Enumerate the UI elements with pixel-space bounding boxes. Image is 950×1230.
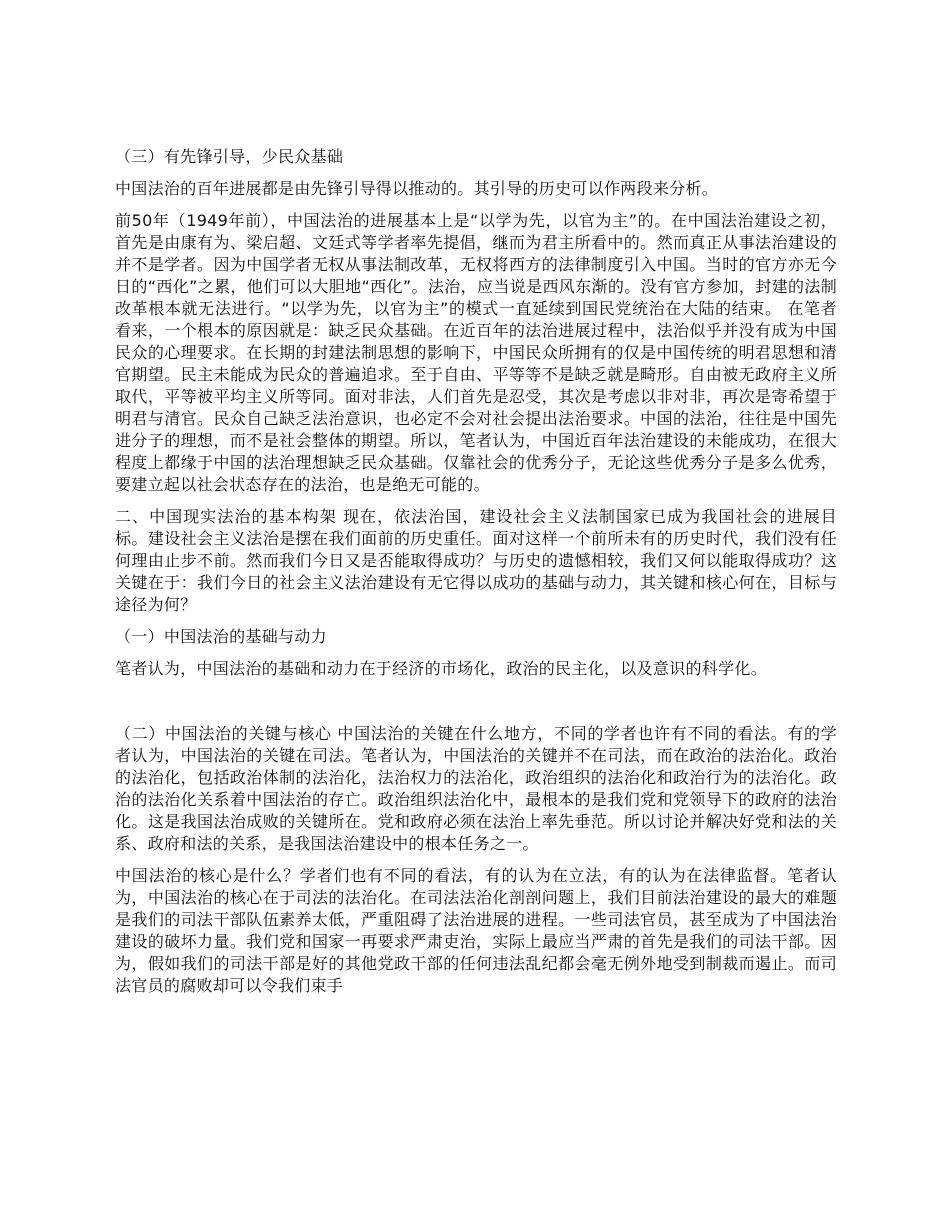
section-heading-3: （三）有先锋引导，少民众基础 [115,147,344,166]
document-page [115,146,837,1007]
paragraph-core: 中国法治的核心是什么？学者们也有不同的看法，有的认为在立法，有的认为在法律监督。笔者认为，中国法治的核心在于司法的法治化。在司法法治化剖剖问题上，我们目前法治建设的最大的难题是我们的司法干部队伍素养太低，严重阻碍了法治进展的进程。一些司法官员，甚至成为了中国法治建设的破坏力量。我们党和国家一再要求严肃吏治，实际上最应当严肃的首先是我们的司法干部。因为，假如我们的司法干部是好的其他党政干部的任何违法乱纪都会毫无例外地受到制裁而遏止。而司法官员的腐败却可以令我们束手 [115,866,837,995]
paragraph-intro: 中国法治的百年进展都是由先锋引导得以推动的。其引导的历史可以作两段来分析。 [115,179,719,198]
subsection-key-and-core: （二）中国法治的关键与核心 中国法治的关键在什么地方，不同的学者也许有不同的看法。有的学者认为，中国法治的关键在司法。笔者认为，中国法治的关键并不在司法，而在政治的法治化。政治的法治化，包括政治体制的法治化，法治权力的法治化，政治组织的法治化和政治行为的法治化。政治的法治化关系着中国法治的存亡。政治组织法治化中，最根本的是我们党和党领导下的政府的法治化。这是我国法治成败的关键所在。党和政府必须在法治上率先垂范。所以讨论并解决好党和法的关系、政府和法的关系，是我国法治建设中的根本任务之一。 [115,724,837,853]
paragraph-history: 前50年（1949年前），中国法治的进展基本上是“以学为先，以官为主”的。在中国法治建设之初，首先是由康有为、梁启超、文廷式等学者率先提倡，继而为君主所看中的。然而真正从事法治建设的并不是学者。因为中国学者无权从事法制改革，无权将西方的法律制度引入中国。当时的官方亦无今日的“西化”之累，他们可以大胆地“西化”。法治，应当说是西风东渐的。没有官方参加，封建的法制改革根本就无法进行。“以学为先，以官为主”的模式一直延续到国民党统治在大陆的结束。 在笔者看来，一个根本的原因就是：缺乏民众基础。在近百年的法治进展过程中，法治似乎并没有成为中国民众的心理要求。在长期的封建法制思想的影响下，中国民众所拥有的仅是中国传统的明君思想和清官期望。民主未能成为民众的普遍追求。至于自由、平等等不是缺乏就是畸形。自由被无政府主义所取代，平等被平均主义所等同。面对非法，人们首先是忍受，其次是考虑以非对非，再次是寄希望于明君与清官。民众自己缺乏法治意识，也必定不会对社会提出法治要求。中国的法治，往往是中国先进分子的理想，而不是社会整体的期望。所以，笔者认为，中国近百年法治建设的未能成功，在很大程度上都缘于中国的法治理想缺乏民众基础。仅靠社会的优秀分子，无论这些优秀分子是多么优秀，要建立起以社会状态存在的法治，也是绝无可能的。 [115,211,837,494]
blank-spacer [115,690,837,723]
paragraph-foundation: 笔者认为，中国法治的基础和动力在于经济的市场化，政治的民主化，以及意识的科学化。 [115,659,768,678]
subsection-heading-1: （一）中国法治的基础与动力 [115,627,327,646]
section-heading-2-with-text: 二、中国现实法治的基本构架 现在，依法治国，建设社会主义法制国家已成为我国社会的进展目标。建设社会主义法治是摆在我们面前的历史重任。面对这样一个前所未有的历史时代，我们没有任何理由止步不前。然而我们今日又是否能取得成功？与历史的遗憾相较，我们又何以能取得成功？这关键在于：我们今日的社会主义法治建设有无它得以成功的基础与动力，其关键和核心何在，目标与途径为何？ [115,507,837,614]
